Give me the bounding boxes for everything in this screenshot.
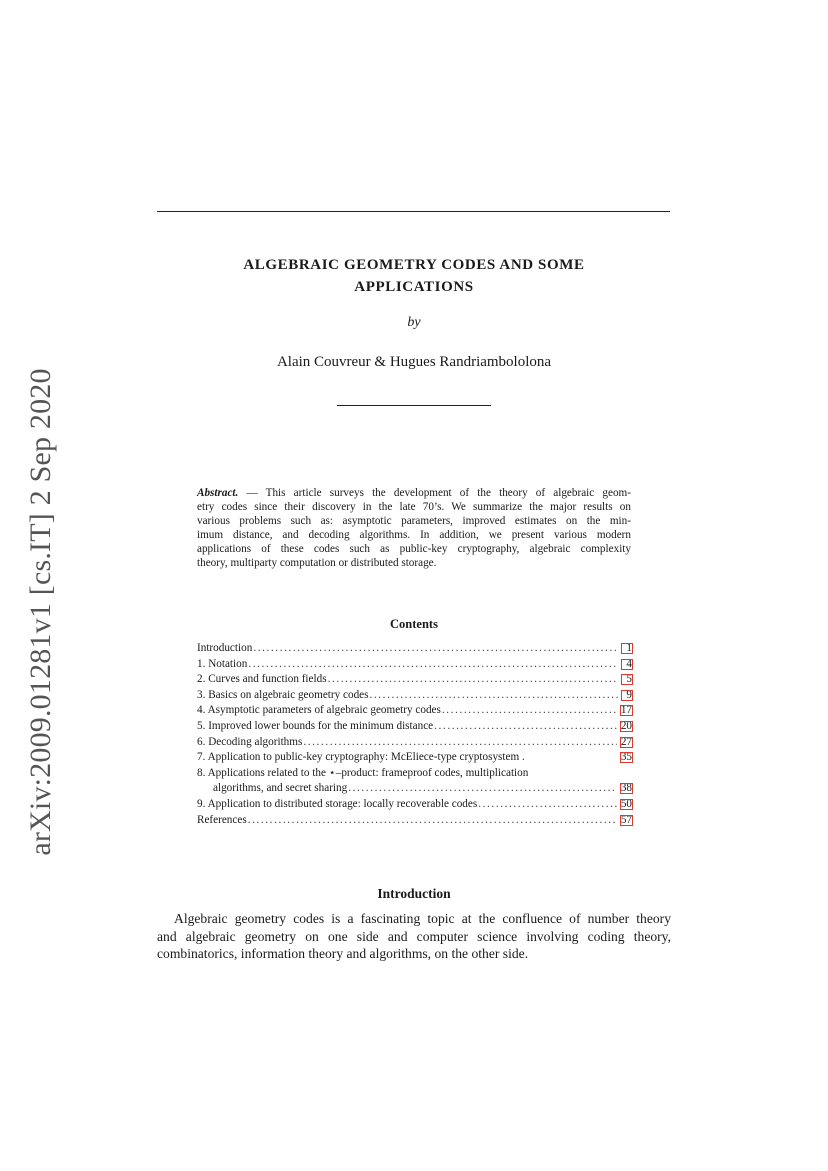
toc-label: 8. Applications related to the ⋆–product: frameproof codes, multiplication (197, 766, 529, 779)
toc-page-link[interactable]: 57 (620, 813, 632, 826)
toc-label: 5. Improved lower bounds for the minimum distance (197, 719, 434, 732)
toc-entry[interactable] (197, 703, 633, 719)
toc-entry[interactable] (197, 672, 633, 688)
toc-entry[interactable] (197, 735, 633, 751)
paragraph-line: Algebraic geometry codes is a fascinating topic at the confluence of number theory (174, 911, 671, 926)
toc-label: 3. Basics on algebraic geometry codes (197, 688, 369, 701)
title-line-2: APPLICATIONS (354, 279, 474, 295)
toc-entry[interactable] (197, 688, 633, 704)
toc-entry[interactable] (197, 657, 633, 673)
toc-leader-dots (434, 719, 617, 735)
byline: by (407, 315, 421, 330)
toc-entry-continuation[interactable] (197, 781, 633, 797)
abstract-text: This article surveys the development of the theory of algebraic geom- (265, 487, 631, 499)
title-line-1: ALGEBRAIC GEOMETRY CODES AND SOME (243, 257, 585, 273)
toc-label: Introduction (197, 642, 253, 654)
toc-label: algorithms, and secret sharing (213, 782, 348, 795)
toc-page-link[interactable]: 35 (620, 751, 632, 764)
toc-leader-dots (442, 703, 617, 719)
toc-entry (197, 766, 633, 782)
arxiv-identifier-stamp: arXiv:2009.01281v1 [cs.IT] 2 Sep 2020 (24, 368, 57, 856)
toc-leader-dots (369, 688, 618, 704)
abstract-line: applications of these codes such as public-key cryptography, algebraic complexity (197, 542, 631, 555)
toc-label: 7. Application to public-key cryptography: McEliece-type cryptosystem . (197, 751, 525, 764)
abstract-line: various problems such as: asymptotic parameters, improved estimates on the min- (197, 514, 631, 527)
toc-leader-dots (328, 672, 618, 688)
toc-entry[interactable] (197, 797, 633, 813)
toc-label: 2. Curves and function fields (197, 673, 327, 686)
toc-leader-dots (253, 641, 618, 657)
toc-label: 6. Decoding algorithms (197, 735, 303, 748)
paragraph-line: combinatorics, information theory and algorithms, on the other side. (157, 946, 529, 961)
toc-page-link[interactable]: 38 (620, 782, 632, 795)
toc-page-link[interactable]: 4 (621, 659, 633, 670)
toc-leader-dots (248, 657, 618, 673)
toc-leader-dots (348, 781, 617, 797)
top-rule (157, 211, 670, 212)
abstract (197, 487, 631, 570)
toc-label: 4. Asymptotic parameters of algebraic geometry codes (197, 704, 441, 717)
toc-page-link[interactable]: 17 (620, 704, 632, 717)
toc-entry[interactable] (197, 719, 633, 735)
abstract-line: theory, multiparty computation or distributed storage. (197, 556, 437, 569)
abstract-line: etry codes since their discovery in the late 70’s. We summarize the major results on (197, 500, 631, 513)
toc-entry[interactable] (197, 750, 633, 766)
toc-label: 9. Application to distributed storage: locally recoverable codes (197, 797, 478, 810)
authors: Alain Couvreur & Hugues Randriambololona (276, 354, 552, 370)
abstract-line: imum distance, and decoding algorithms. In addition, we present various modern (197, 528, 631, 541)
toc-page-link[interactable]: 9 (621, 690, 633, 701)
table-of-contents (197, 641, 633, 828)
separator-rule (337, 405, 491, 406)
abstract-label: Abstract. (197, 487, 239, 499)
contents-heading: Contents (390, 617, 438, 631)
abstract-dash: — (238, 487, 266, 499)
toc-leader-dots (303, 735, 616, 751)
toc-entry[interactable] (197, 641, 633, 657)
toc-entry[interactable] (197, 813, 633, 829)
toc-label: 1. Notation (197, 657, 248, 670)
introduction-paragraph (157, 910, 671, 963)
toc-label: References (197, 813, 247, 826)
paper-title (157, 254, 671, 298)
toc-leader-dots (478, 797, 617, 813)
introduction-heading: Introduction (377, 886, 451, 901)
toc-page-link[interactable]: 1 (621, 643, 633, 654)
abstract-line (197, 487, 631, 501)
toc-page-link[interactable]: 20 (620, 719, 632, 732)
toc-page-link[interactable]: 27 (620, 735, 632, 748)
paragraph-line: and algebraic geometry on one side and computer science involving coding theory, (157, 928, 671, 944)
toc-page-link[interactable]: 5 (621, 674, 633, 685)
toc-page-link[interactable]: 50 (620, 797, 632, 810)
toc-leader-dots (248, 813, 617, 829)
